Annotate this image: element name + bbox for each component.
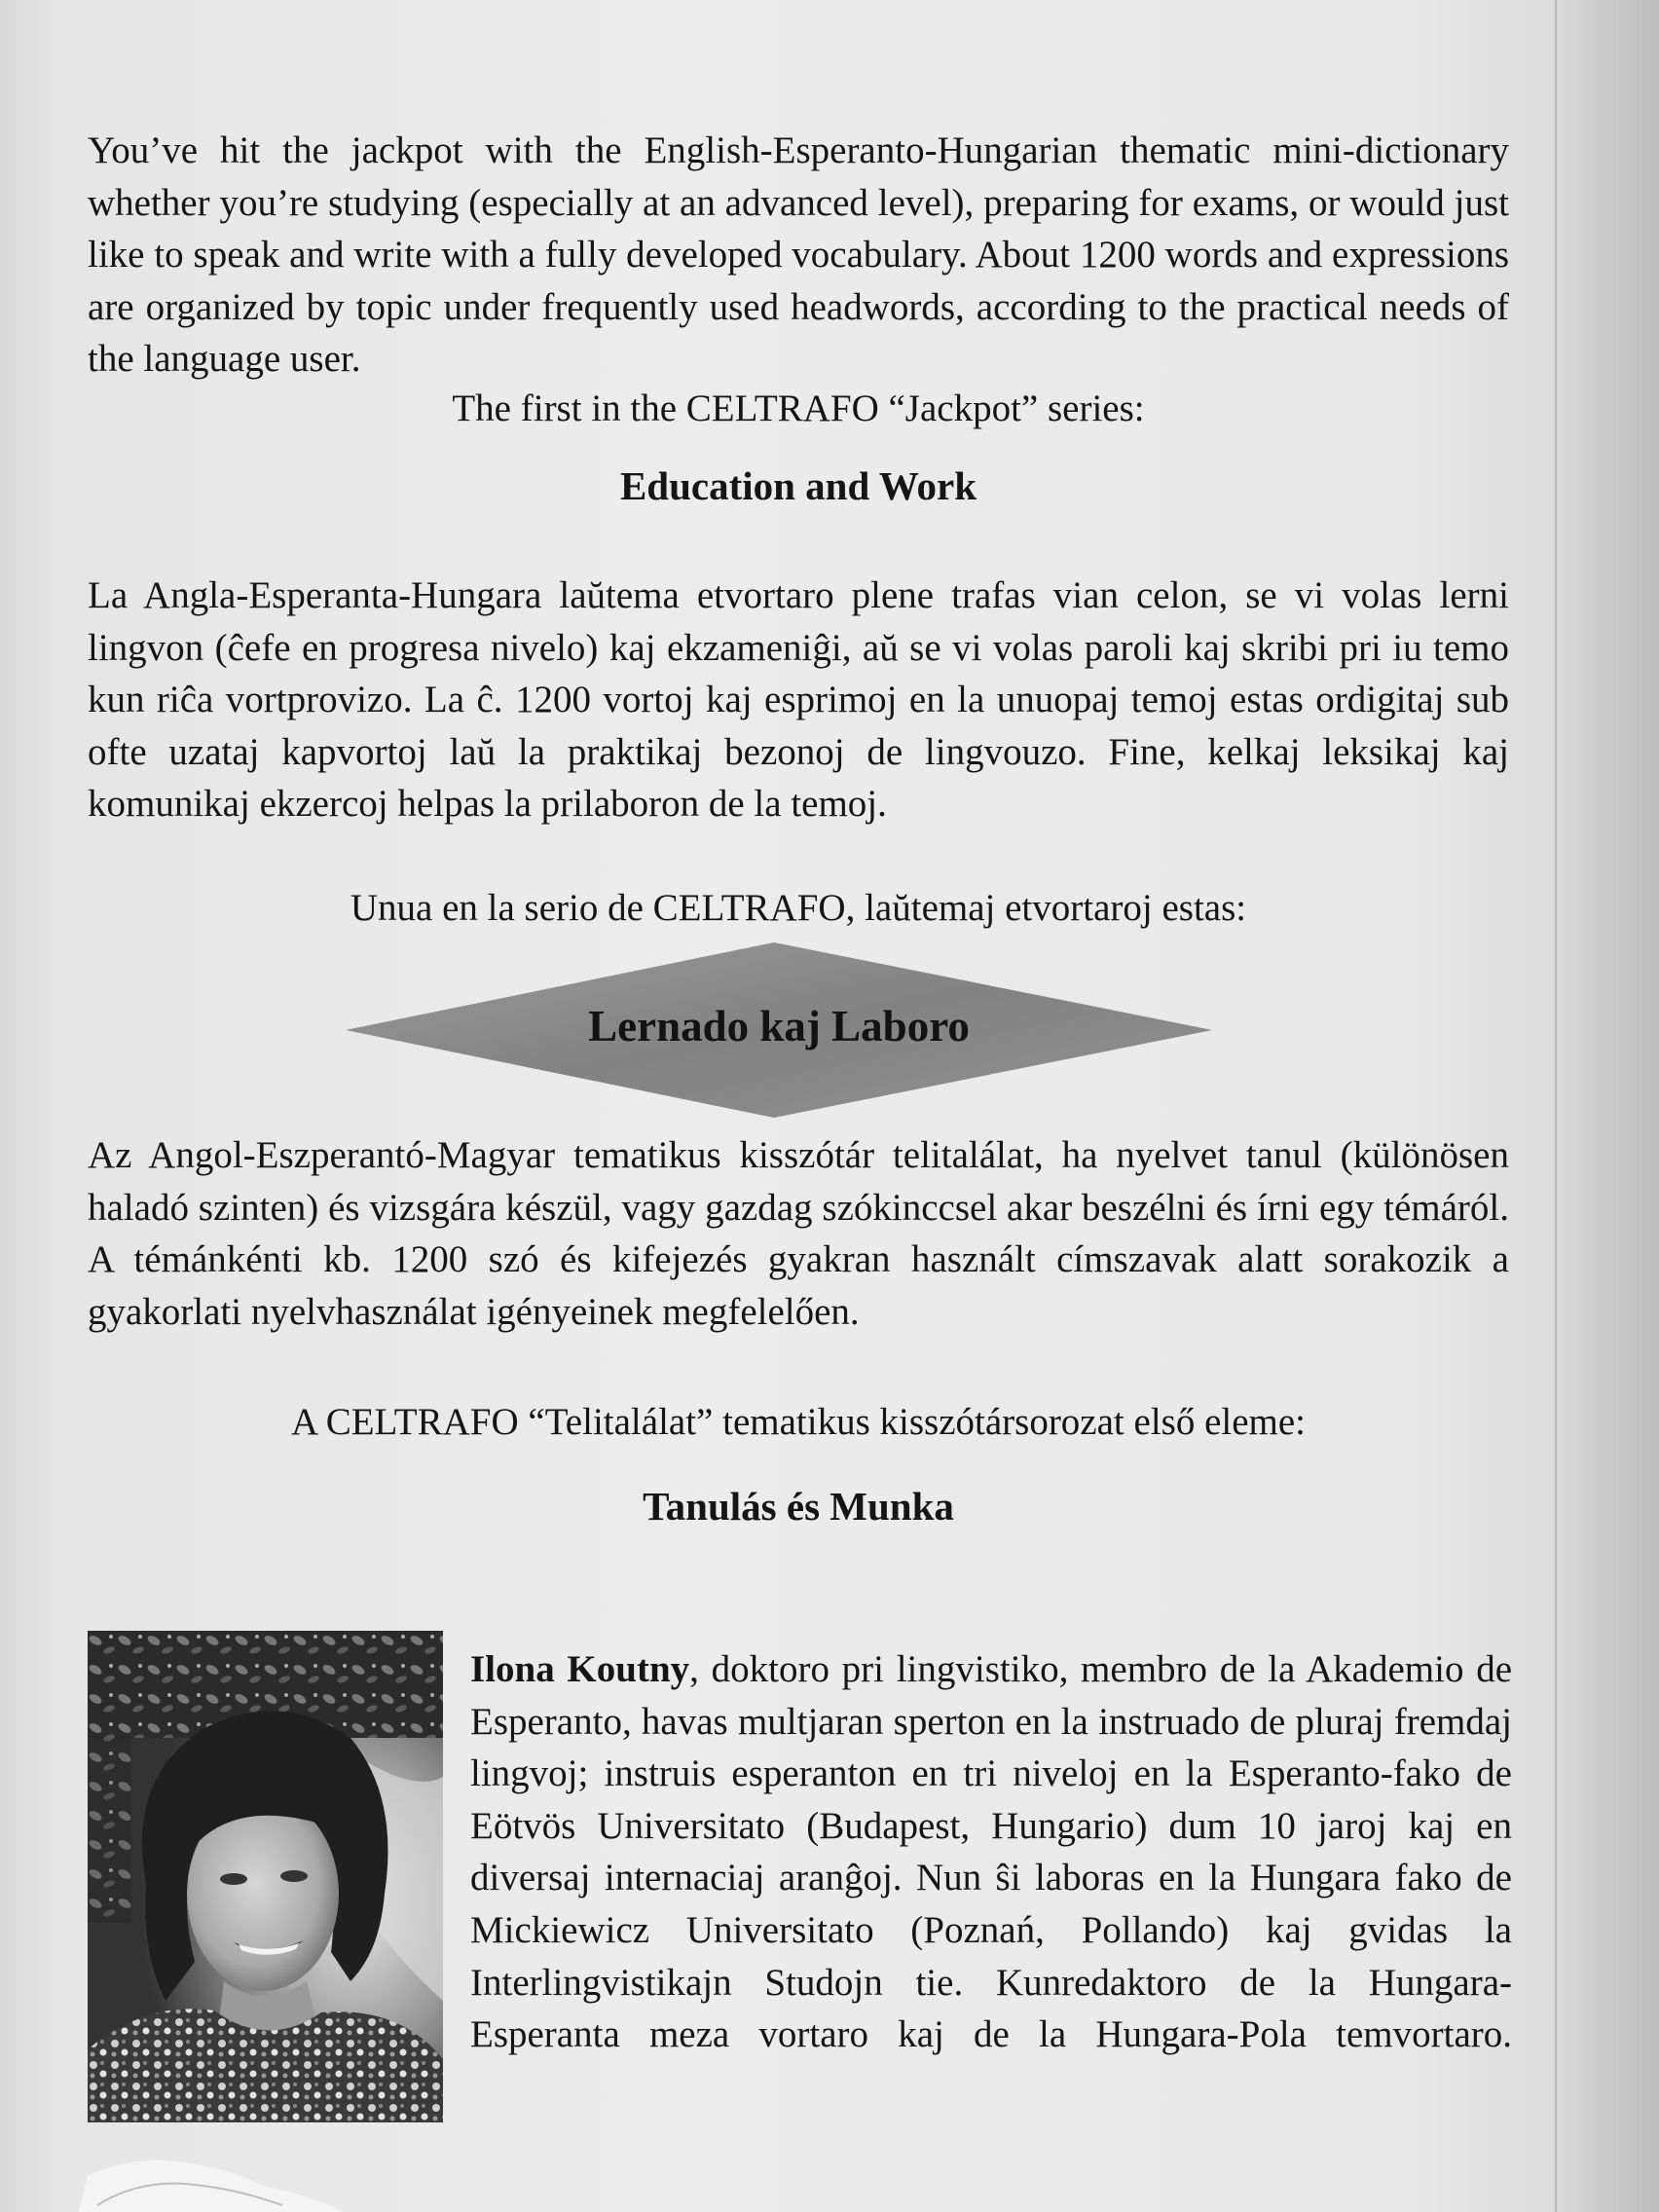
hungarian-series-line: A CELTRAFO “Telitalálat” tematikus kisszótársorozat első eleme:	[290, 1401, 1307, 1443]
english-series-line: The first in the CELTRAFO “Jackpot” series:	[452, 387, 1145, 429]
author-bio-text: , doktoro pri lingvistiko, membro de la Akademio de Esperanto, havas multjaran sperton en la instruado de pluraj fremdaj lingvoj; instruis esperanton en tri niveloj en la Esperanto-fako de Eötvös Universitato (Budapest, Hungario) dum 10 jaroj kaj en diversaj internaciaj aranĝoj. Nun ŝi laboras en la Hungara fako de Mickiewicz Universitato (Poznań, Pollando) kaj gvidas la Interlingvistikajn Studojn tie. Kunredaktoro de la Hungara-Esperanta meza vortaro kaj de la Hungara-Pola temvortaro.	[470, 1648, 1512, 2056]
author-biography	[470, 1643, 1512, 2061]
hungarian-book-title: Tanulás és Munka	[643, 1484, 954, 1529]
hungarian-paragraph: Az Angol-Eszperantó-Magyar tematikus kisszótár telitalálat, ha nyelvet tanul (különösen haladó szinten) és vizsgára készül, vagy gazdag szókinccsel akar beszélni és írni egy témáról. A témánkénti kb. 1200 szó és kifejezés gyakran használt címszavak alatt sorakozik a gyakorlati nyelvhasználat igényeinek megfelelően.	[88, 1134, 1509, 1333]
author-name: Ilona Koutny	[470, 1648, 690, 1690]
esperanto-series-line: Unua en la serio de CELTRAFO, laŭtemaj etvortaroj estas:	[350, 887, 1247, 929]
author-photo	[88, 1631, 443, 2122]
book-edge-shadow	[1555, 0, 1659, 2212]
esperanto-paragraph: La Angla-Esperanta-Hungara laŭtema etvortaro plene trafas vian celon, se vi volas lerni lingvon (ĉefe en progresa nivelo) kaj ekzameniĝi, aŭ se vi volas paroli kaj skribi pri iu temo kun riĉa vortprovizo. La ĉ. 1200 vortoj kaj esprimoj en la unuopaj temoj estas ordigitaj sub ofte uzataj kapvortoj laŭ la praktikaj bezonoj de lingvouzo. Fine, kelkaj leksikaj kaj komunikaj ekzercoj helpas la prilaboron de la temoj.	[88, 574, 1509, 825]
esperanto-book-title: Lernado kaj Laboro	[588, 1002, 970, 1051]
portrait-photo-icon	[88, 1631, 443, 2122]
english-paragraph: You’ve hit the jackpot with the English-Esperanto-Hungarian thematic mini-dictionary whether you’re studying (especially at an advanced level), preparing for exams, or would just like to speak and write with a fully developed vocabulary. About 1200 words and expressions are organized by topic under frequently used headwords, according to the practical needs of the language user.	[88, 129, 1509, 380]
esperanto-title-banner	[346, 942, 1212, 1118]
paper-stain	[68, 2147, 360, 2212]
english-book-title: Education and Work	[619, 463, 977, 508]
